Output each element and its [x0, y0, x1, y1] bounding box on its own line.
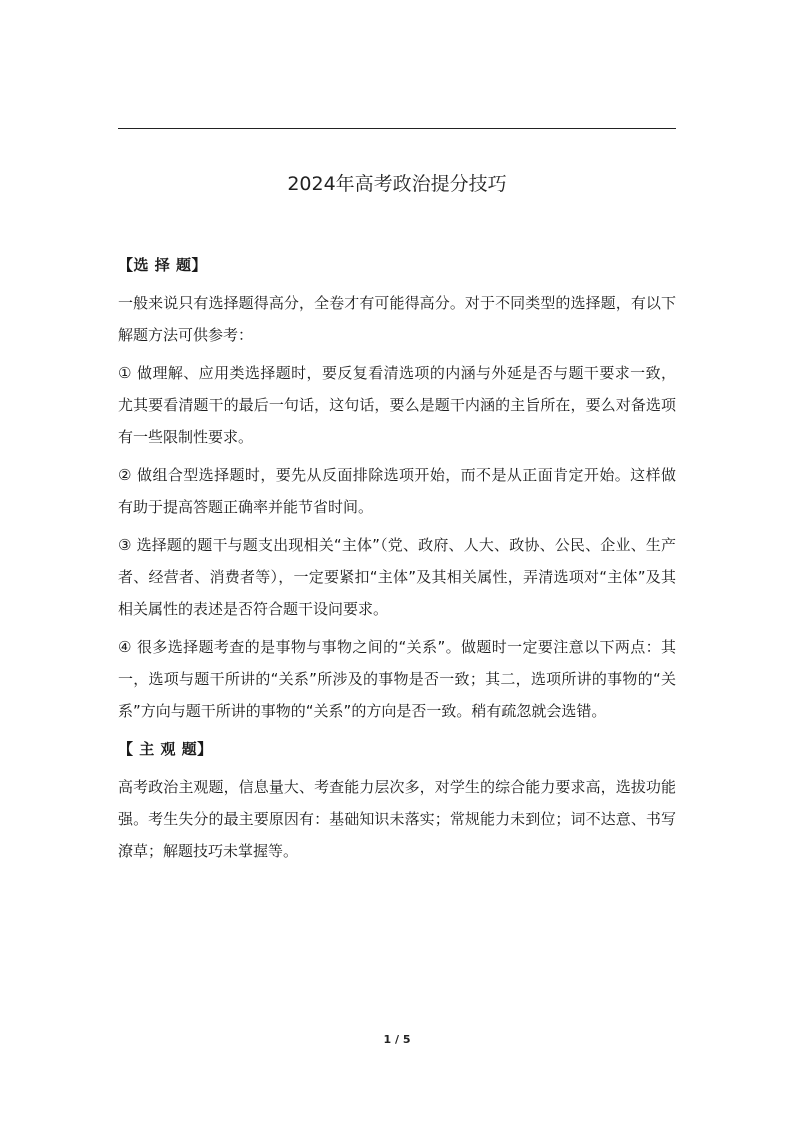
section-subjective	[118, 733, 676, 867]
section-heading: 【 主 观 题】	[118, 740, 213, 758]
header-rule	[118, 128, 676, 129]
section-heading: 【选 择 题】	[118, 256, 207, 274]
paragraph: ③ 选择题的题干与题支出现相关“主体”（党、政府、人大、政协、公民、企业、生产者、经营者、消费者等），一定要紧扣“主体”及其相关属性，弄清选项对“主体”及其相关属性的表述是否符合题干设问要求。	[118, 536, 676, 618]
page-number: 1 / 5	[383, 1033, 411, 1046]
paragraph: ② 做组合型选择题时，要先从反面排除选项开始，而不是从正面肯定开始。这样做有助于提高答题正确率并能节省时间。	[118, 466, 676, 516]
section-multiple-choice	[118, 249, 676, 727]
paragraph: ④ 很多选择题考查的是事物与事物之间的“关系”。做题时一定要注意以下两点：其一，选项与题干所讲的“关系”所涉及的事物是否一致；其二，选项所讲的事物的“关系”方向与题干所讲的事物的“关系”的方向是否一致。稍有疏忽就会选错。	[118, 638, 676, 720]
paragraph: ① 做理解、应用类选择题时，要反复看清选项的内涵与外延是否与题干要求一致，尤其要看清题干的最后一句话，这句话，要么是题干内涵的主旨所在，要么对备选项有一些限制性要求。	[118, 364, 676, 446]
paragraph: 一般来说只有选择题得高分，全卷才有可能得高分。对于不同类型的选择题，有以下解题方法可供参考：	[118, 294, 676, 344]
paragraph: 高考政治主观题，信息量大、考查能力层次多，对学生的综合能力要求高，选拔功能强。考生失分的最主要原因有：基础知识未落实；常规能力未到位；词不达意、书写潦草；解题技巧未掌握等。	[118, 778, 676, 860]
document-title: 2024年高考政治提分技巧	[287, 173, 507, 195]
document-body	[118, 249, 676, 873]
